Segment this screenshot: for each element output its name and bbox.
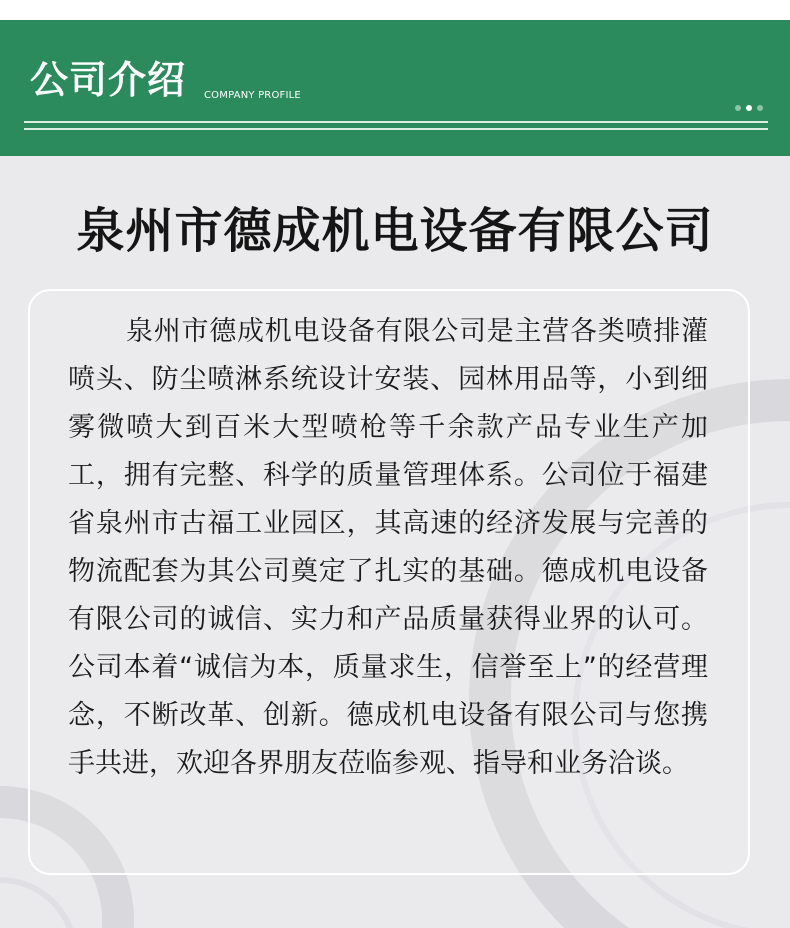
intro-card xyxy=(28,289,750,875)
company-intro-text: 泉州市德成机电设备有限公司是主营各类喷排灌喷头、防尘喷淋系统设计安装、园林用品等，小到细雾微喷大到百米大型喷枪等千余款产品专业生产加工，拥有完整、科学的质量管理体系。公司位于福建省泉州市古福工业园区，其高速的经济发展与完善的物流配套为其公司奠定了扎实的基础。德成机电设备有限公司的诚信、实力和产品质量获得业界的认可。公司本着“诚信为本，质量求生，信誉至上”的经营理念，不断改革、创新。德成机电设备有限公司与您携手共进，欢迎各界朋友莅临参观、指导和业务洽谈。 xyxy=(68,316,708,779)
header-divider xyxy=(24,128,768,130)
header-divider xyxy=(24,121,768,123)
carousel-dots xyxy=(735,105,763,113)
top-strip xyxy=(0,0,790,20)
company-name-heading: 泉州市德成机电设备有限公司 xyxy=(76,203,714,259)
section-title: 公司介绍 xyxy=(30,58,187,102)
dot-icon xyxy=(735,105,741,111)
section-header xyxy=(0,20,790,156)
dot-active-icon xyxy=(746,105,752,111)
dot-icon xyxy=(757,105,763,111)
section-subtitle: COMPANY PROFILE xyxy=(204,90,301,101)
